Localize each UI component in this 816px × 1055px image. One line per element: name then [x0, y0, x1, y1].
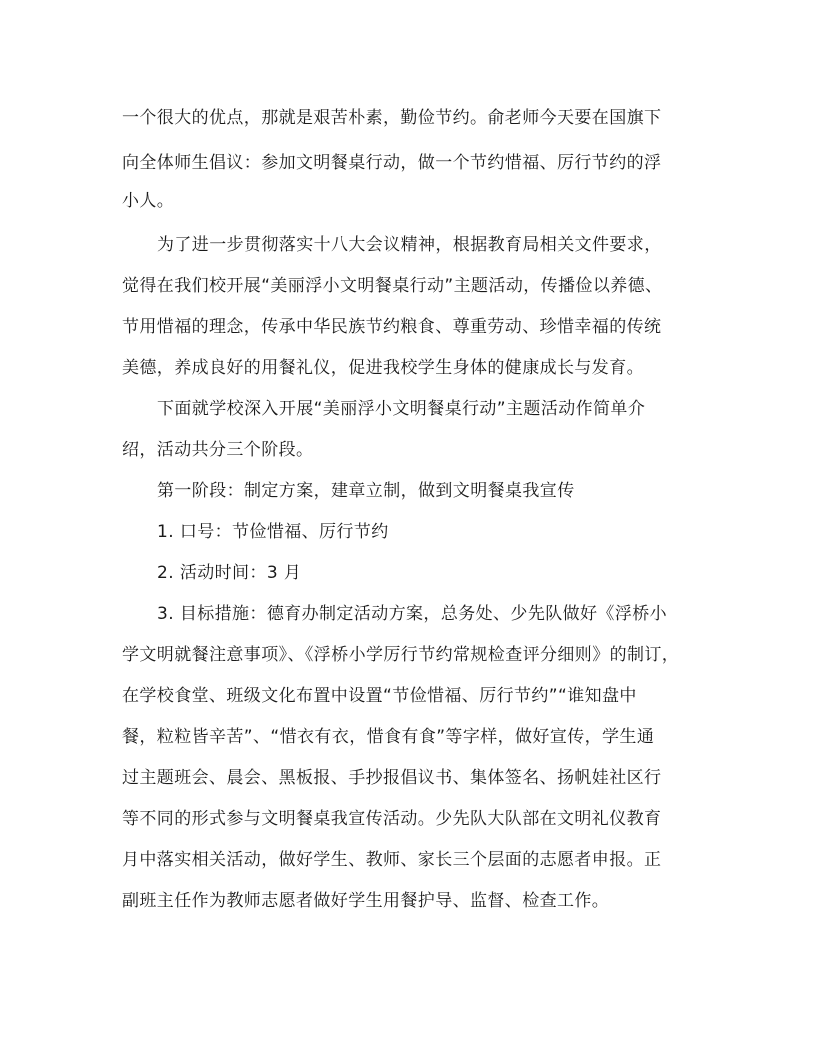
- text-line: 过主题班会、晨会、黑板报、手抄报倡议书、集体签名、扬帆娃社区行: [122, 768, 662, 788]
- text-line: 小人。: [122, 191, 175, 211]
- section-heading: 第一阶段：制定方案，建章立制，做到文明餐桌我宣传: [157, 481, 575, 501]
- paragraph-start-line: 下面就学校深入开展“美丽浮小文明餐桌行动”主题活动作简单介: [157, 399, 646, 419]
- text-line: 节用惜福的理念，传承中华民族节约粮食、尊重劳动、珍惜幸福的传统: [122, 317, 662, 337]
- list-item: 1. 口号：节俭惜福、厉行节约: [157, 522, 389, 542]
- list-item: 2. 活动时间：3 月: [157, 563, 302, 583]
- text-line: 向全体师生倡议：参加文明餐桌行动，做一个节约惜福、厉行节约的浮: [122, 153, 662, 173]
- text-line: 等不同的形式参与文明餐桌我宣传活动。少先队大队部在文明礼仪教育: [122, 809, 662, 829]
- text-line: 副班主任作为教师志愿者做好学生用餐护导、监督、检查工作。: [122, 891, 610, 911]
- list-item: 3. 目标措施：德育办制定活动方案，总务处、少先队做好《浮桥小: [157, 604, 668, 624]
- text-line: 学文明就餐注意事项》、《浮桥小学厉行节约常规检查评分细则》的制订，: [122, 645, 680, 665]
- text-line: 月中落实相关活动，做好学生、教师、家长三个层面的志愿者申报。正: [122, 850, 662, 870]
- text-line: 绍，活动共分三个阶段。: [122, 440, 314, 460]
- text-line: 一个很大的优点，那就是艰苦朴素，勤俭节约。俞老师今天要在国旗下: [122, 108, 662, 128]
- text-line: 觉得在我们校开展“美丽浮小文明餐桌行动”主题活动，传播俭以养德、: [122, 276, 663, 296]
- text-line: 美德，养成良好的用餐礼仪，促进我校学生身体的健康成长与发育。: [122, 358, 644, 378]
- text-line: 餐，粒粒皆辛苦”、“惜衣有衣，惜食有食”等字样，做好宣传，学生通: [122, 727, 655, 747]
- text-line: 在学校食堂、班级文化布置中设置“节俭惜福、厉行节约”“谁知盘中: [122, 686, 637, 706]
- paragraph-start-line: 为了进一步贯彻落实十八大会议精神，根据教育局相关文件要求，: [157, 235, 662, 255]
